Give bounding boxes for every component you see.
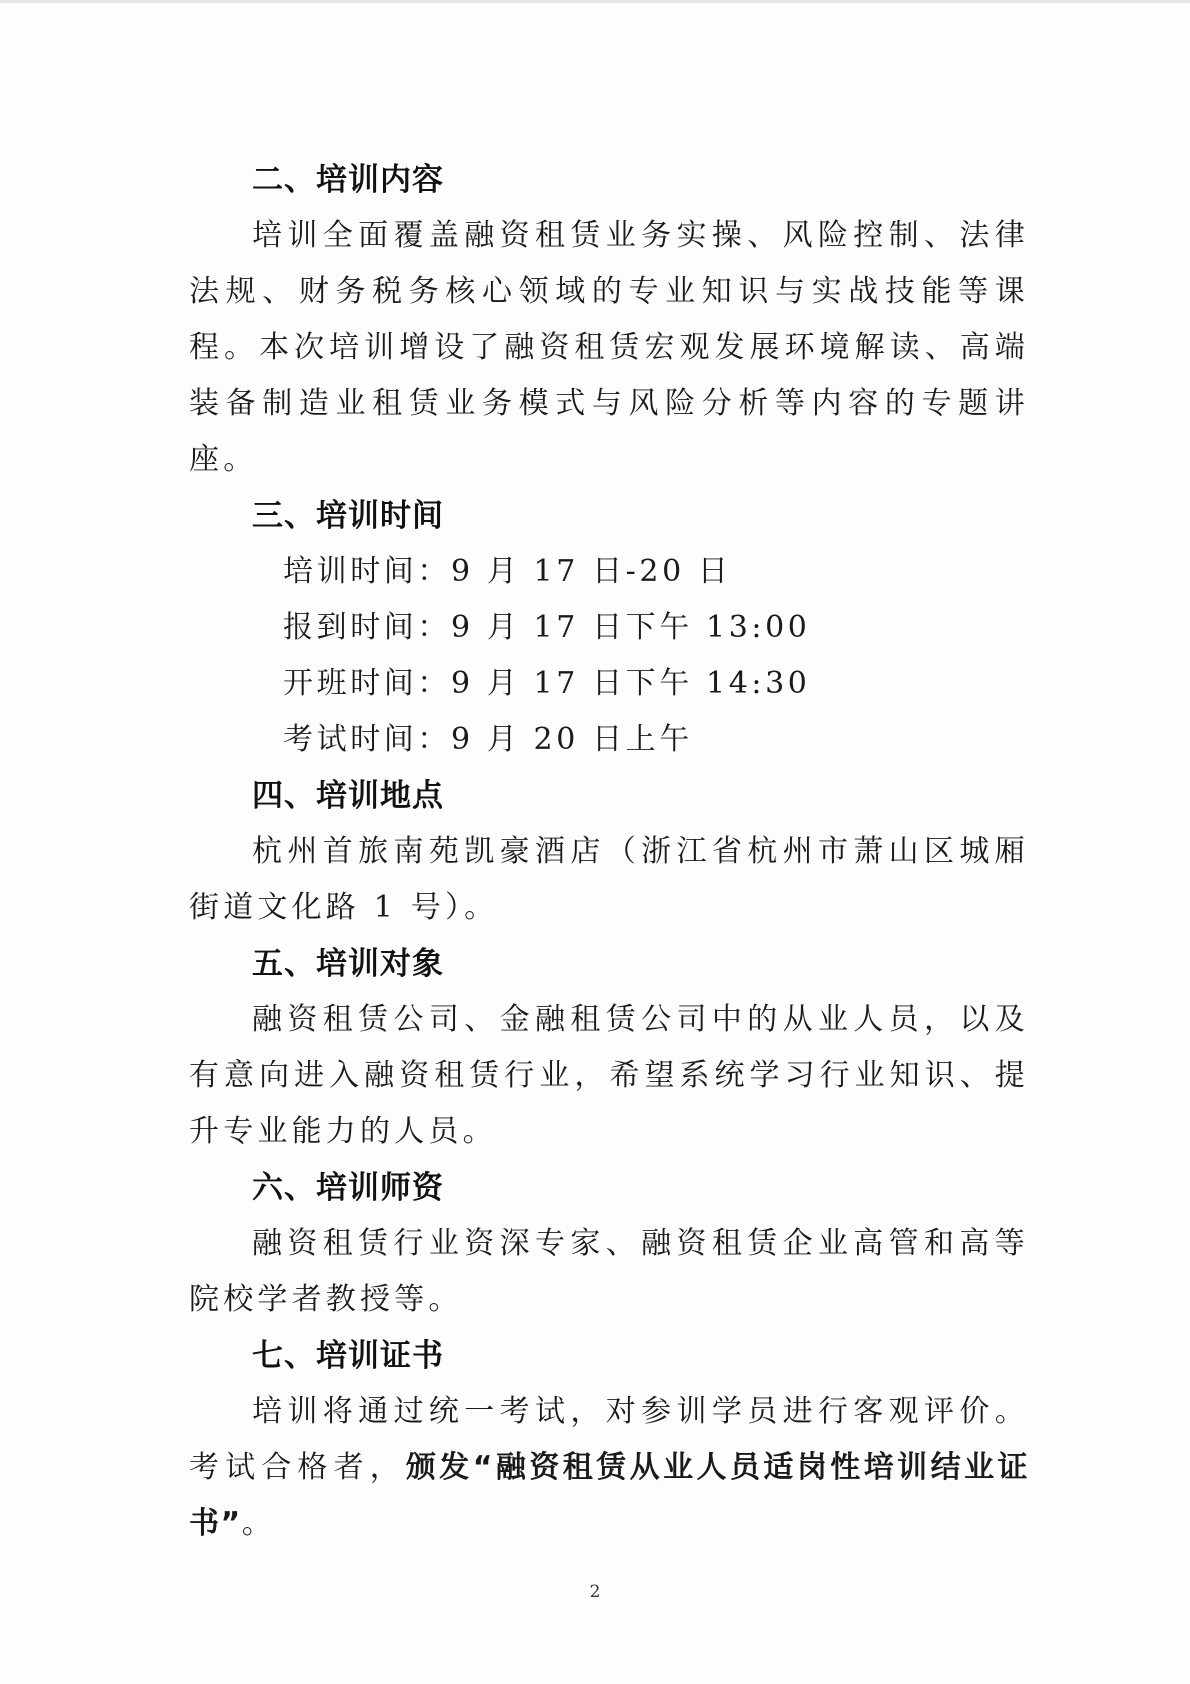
schedule-row-registration: 报到时间：9 月 17 日下午 13:00 (283, 610, 811, 645)
certificate-text-bold: 颁发“融资租赁从业人员适岗性培训结业证书” (189, 1450, 1030, 1541)
certificate-text-plain: 培训将通过统一考试，对参训学员进行客观评价。考试合格者， (189, 1394, 1029, 1485)
section-heading-certificate: 七、培训证书 (252, 1338, 444, 1374)
schedule-row-training: 培训时间：9 月 17 日-20 日 (283, 554, 732, 589)
schedule-row-exam: 考试时间：9 月 20 日上午 (283, 722, 693, 757)
document-body (189, 152, 1029, 1552)
section-heading-location: 四、培训地点 (252, 778, 444, 814)
section-text-audience: 融资租赁公司、金融租赁公司中的从业人员，以及有意向进入融资租赁行业，希望系统学习行业知识、提升专业能力的人员。 (189, 1002, 1029, 1149)
schedule-list (189, 544, 1029, 768)
section-text-certificate (189, 1384, 1029, 1552)
section-text-faculty: 融资租赁行业资深专家、融资租赁企业高管和高等院校学者教授等。 (189, 1226, 1029, 1317)
schedule-row-opening: 开班时间：9 月 17 日下午 14:30 (283, 666, 811, 701)
section-heading-time: 三、培训时间 (252, 498, 444, 534)
section-text-location: 杭州首旅南苑凯豪酒店（浙江省杭州市萧山区城厢街道文化路 1 号）。 (189, 834, 1029, 925)
scan-top-edge (0, 0, 1190, 3)
section-heading-faculty: 六、培训师资 (252, 1170, 444, 1206)
section-text-content: 培训全面覆盖融资租赁业务实操、风险控制、法律法规、财务税务核心领域的专业知识与实战技能等课程。本次培训增设了融资租赁宏观发展环境解读、高端装备制造业租赁业务模式与风险分析等内容的专题讲座。 (189, 218, 1029, 477)
page-number: 2 (589, 1582, 601, 1602)
section-heading-content: 二、培训内容 (252, 162, 444, 198)
section-heading-audience: 五、培训对象 (252, 946, 444, 982)
certificate-text-end: 。 (241, 1506, 276, 1541)
